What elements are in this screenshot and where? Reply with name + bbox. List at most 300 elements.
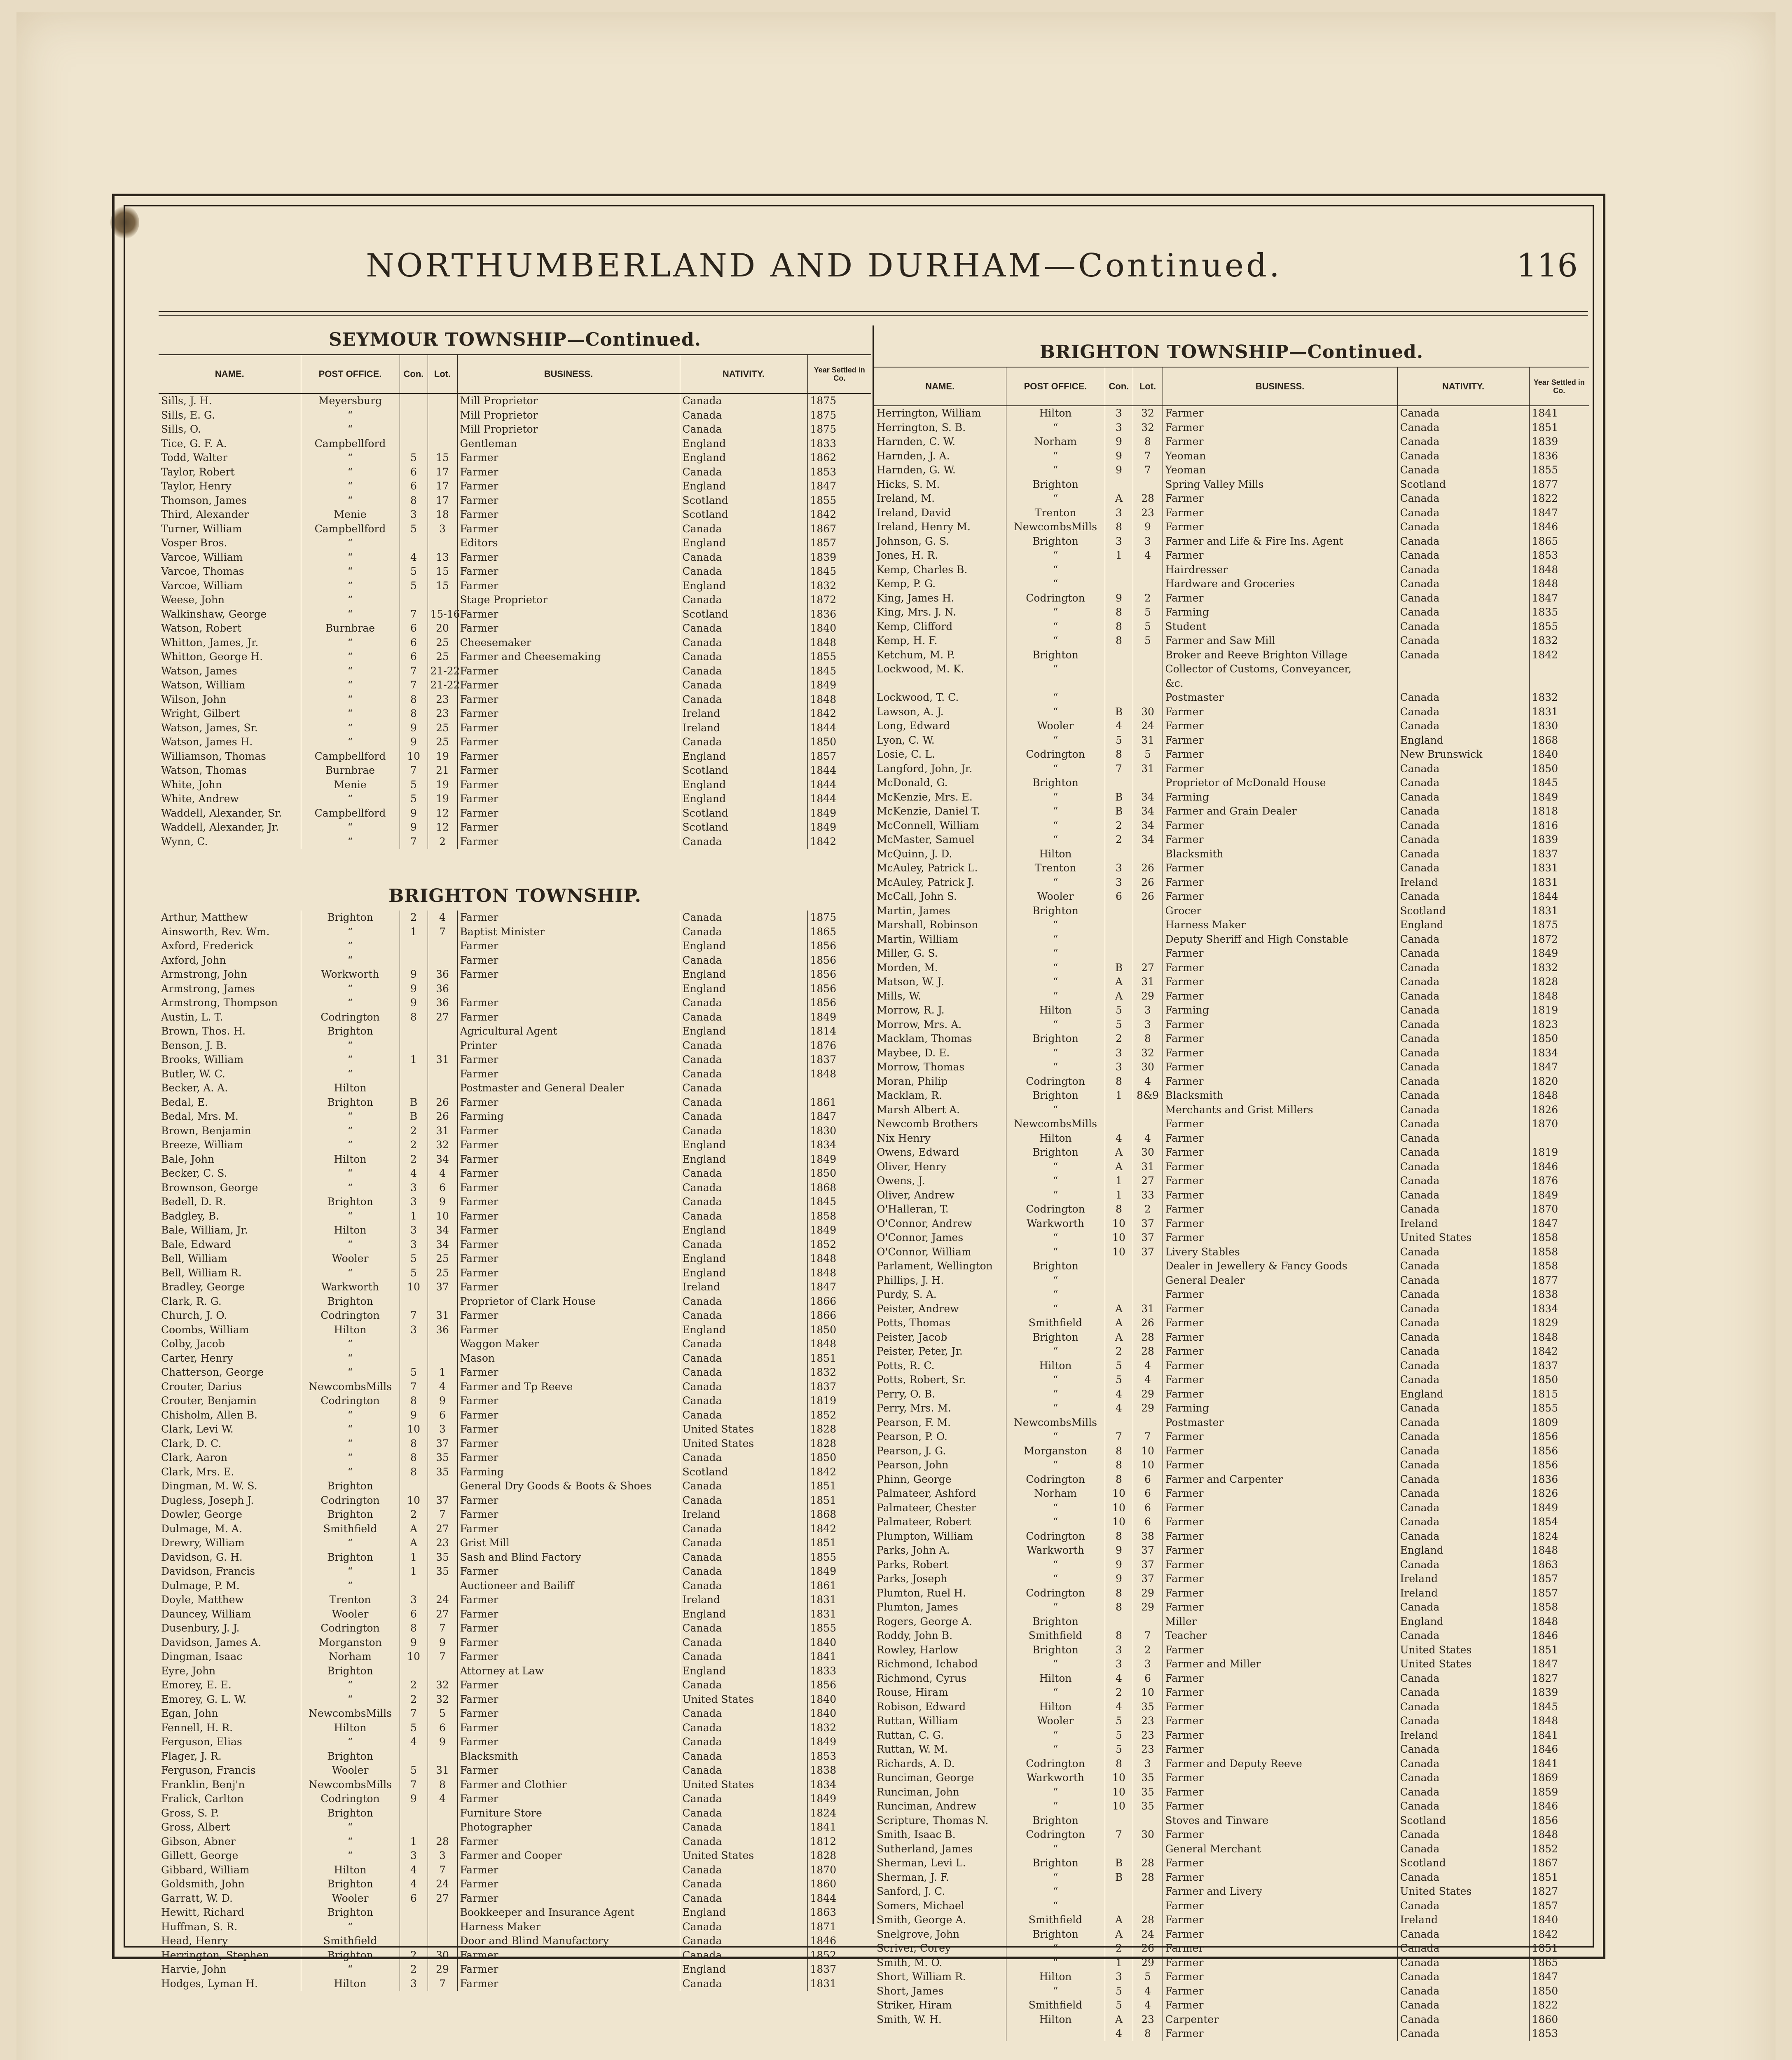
- cell-con: 9: [400, 721, 428, 735]
- cell-lot: 28: [1133, 1870, 1163, 1885]
- cell-lot: 19: [428, 749, 457, 764]
- cell-post-office: NewcombsMills: [1006, 1117, 1105, 1131]
- cell-nativity: Canada: [1397, 961, 1529, 975]
- cell-name: [874, 2027, 1006, 2041]
- cell-con: [1105, 1259, 1133, 1273]
- table-row: [159, 1380, 871, 1394]
- cell-lot: 29: [428, 1962, 457, 1977]
- cell-con: 6: [400, 1607, 428, 1622]
- cell-lot: 35: [1133, 1771, 1163, 1785]
- cell-post-office: “: [1006, 1600, 1105, 1615]
- col-name: NAME.: [874, 367, 1006, 406]
- cell-business: Farmer: [457, 996, 680, 1010]
- table-row: [159, 1934, 871, 1948]
- cell-con: 8: [1105, 1472, 1133, 1487]
- cell-post-office: Hilton: [1006, 847, 1105, 861]
- cell-business: Farmer: [1163, 492, 1397, 506]
- cell-name: Plumton, Ruel H.: [874, 1586, 1006, 1601]
- cell-lot: 3: [1133, 1657, 1163, 1671]
- cell-post-office: “: [1006, 1657, 1105, 1671]
- cell-lot: [1133, 563, 1163, 577]
- cell-lot: 33: [1133, 1188, 1163, 1203]
- table-row: [159, 1906, 871, 1920]
- cell-nativity: Canada: [1397, 1330, 1529, 1345]
- table-row: [159, 1209, 871, 1224]
- cell-business: Harness Maker: [457, 1920, 680, 1934]
- cell-nativity: Canada: [1397, 1032, 1529, 1046]
- cell-business: Farmer: [1163, 819, 1397, 833]
- cell-nativity: England: [680, 982, 807, 996]
- cell-nativity: Canada: [680, 1579, 807, 1593]
- cell-lot: 17: [428, 465, 457, 480]
- cell-con: 4: [1105, 2027, 1133, 2041]
- cell-name: Clark, D. C.: [159, 1437, 301, 1451]
- cell-lot: [1133, 847, 1163, 861]
- table-row: [159, 1081, 871, 1096]
- cell-year: 1837: [1532, 1359, 1558, 1372]
- cell-business: Farmer: [457, 1152, 680, 1167]
- table-row: [159, 925, 871, 939]
- cell-year: 1846: [1532, 1743, 1558, 1755]
- cell-nativity: Ireland: [680, 1280, 807, 1295]
- cell-nativity: Canada: [680, 1394, 807, 1408]
- cell-post-office: “: [301, 1678, 400, 1692]
- cell-lot: [428, 1351, 457, 1366]
- cell-year: 1846: [810, 1935, 837, 1947]
- cell-name: Fennell, H. R.: [159, 1721, 301, 1735]
- cell-business: Farmer: [457, 1422, 680, 1437]
- cell-lot: 26: [1133, 861, 1163, 876]
- cell-lot: 25: [428, 1252, 457, 1266]
- cell-name: McCall, John S.: [874, 890, 1006, 904]
- cell-nativity: Canada: [680, 693, 807, 707]
- table-row: [159, 465, 871, 480]
- cell-post-office: “: [1006, 449, 1105, 464]
- cell-name: Brooks, William: [159, 1053, 301, 1067]
- table-row: [159, 1792, 871, 1806]
- cell-business: Farmer: [457, 806, 680, 821]
- cell-business: Farmer: [1163, 1188, 1397, 1203]
- cell-nativity: Canada: [1397, 1842, 1529, 1856]
- cell-con: 4: [400, 550, 428, 565]
- cell-post-office: Smithfield: [1006, 1998, 1105, 2013]
- cell-nativity: Canada: [1397, 1046, 1529, 1060]
- cell-con: 1: [400, 925, 428, 939]
- cell-business: Farmer: [457, 1692, 680, 1707]
- cell-year: 1840: [810, 622, 837, 634]
- table-row: [874, 918, 1589, 932]
- cell-lot: 4: [428, 1380, 457, 1394]
- cell-business: Farmer: [457, 735, 680, 749]
- cell-name: Sanford, J. C.: [874, 1884, 1006, 1899]
- cell-con: 5: [400, 1721, 428, 1735]
- cell-business: Farmer and Tp Reeve: [457, 1380, 680, 1394]
- table-row: [874, 1444, 1589, 1458]
- cell-con: A: [1105, 1160, 1133, 1174]
- cell-name: Thomson, James: [159, 494, 301, 508]
- cell-con: 9: [400, 806, 428, 821]
- cell-post-office: “: [1006, 1785, 1105, 1800]
- cell-business: Farmer: [457, 1309, 680, 1323]
- cell-post-office: “: [301, 1564, 400, 1579]
- cell-business: Farmer: [457, 835, 680, 849]
- cell-name: King, Mrs. J. N.: [874, 605, 1006, 620]
- cell-con: [400, 1295, 428, 1309]
- cell-nativity: United States: [680, 1692, 807, 1707]
- cell-con: [1105, 691, 1133, 705]
- cell-post-office: “: [1006, 548, 1105, 563]
- cell-con: 8: [1105, 747, 1133, 762]
- cell-name: Becker, A. A.: [159, 1081, 301, 1096]
- table-row: [874, 1472, 1589, 1487]
- cell-post-office: Codrington: [301, 1621, 400, 1636]
- cell-name: Palmateer, Robert: [874, 1515, 1006, 1529]
- table-row: [159, 451, 871, 465]
- cell-year: 1857: [1532, 1573, 1558, 1585]
- cell-post-office: “: [301, 564, 400, 579]
- cell-post-office: Hilton: [301, 1081, 400, 1096]
- cell-year: 1856: [810, 982, 837, 995]
- cell-post-office: “: [1006, 1501, 1105, 1515]
- cell-post-office: “: [1006, 1245, 1105, 1259]
- cell-business: Farmer: [1163, 2027, 1397, 2041]
- cell-post-office: “: [301, 1351, 400, 1366]
- cell-post-office: Warkworth: [301, 1280, 400, 1295]
- cell-business: Farmer: [457, 1962, 680, 1977]
- table-row: [159, 1408, 871, 1423]
- table-row: [874, 876, 1589, 890]
- cell-year: 1875: [810, 409, 837, 421]
- cell-lot: 9: [428, 1735, 457, 1749]
- cell-post-office: “: [301, 607, 400, 622]
- cell-post-office: Codrington: [1006, 747, 1105, 762]
- cell-con: 9: [1105, 435, 1133, 449]
- cell-name: Rouse, Hiram: [874, 1685, 1006, 1700]
- cell-post-office: “: [1006, 1231, 1105, 1245]
- cell-post-office: Hilton: [1006, 1131, 1105, 1146]
- cell-year: 1827: [1532, 1672, 1558, 1684]
- cell-post-office: “: [1006, 563, 1105, 577]
- cell-year: 1851: [1532, 1643, 1558, 1656]
- table-row: [874, 406, 1589, 421]
- cell-con: 6: [400, 636, 428, 650]
- cell-nativity: Canada: [1397, 1003, 1529, 1018]
- cell-business: Farmer: [1163, 1018, 1397, 1032]
- table-row: [159, 953, 871, 968]
- cell-year: 1846: [1532, 1800, 1558, 1812]
- cell-name: Herrington, S. B.: [874, 421, 1006, 435]
- cell-nativity: England: [680, 1962, 807, 1977]
- table-row: [874, 1529, 1589, 1544]
- cell-post-office: Brighton: [301, 1096, 400, 1110]
- cell-business: Farmer: [457, 1792, 680, 1806]
- cell-name: Bedell, D. R.: [159, 1195, 301, 1209]
- cell-year: 1868: [1532, 734, 1558, 746]
- table-row: [159, 763, 871, 778]
- cell-business: Farmer: [457, 1621, 680, 1636]
- table-row: [874, 662, 1589, 677]
- table-row: [159, 1806, 871, 1821]
- cell-con: 4: [400, 1863, 428, 1877]
- cell-name: Brown, Thos. H.: [159, 1024, 301, 1039]
- cell-post-office: “: [1006, 577, 1105, 591]
- cell-nativity: Canada: [1397, 577, 1529, 591]
- cell-lot: 34: [1133, 804, 1163, 819]
- cell-post-office: Trenton: [301, 1593, 400, 1607]
- cell-year: 1839: [810, 551, 837, 563]
- cell-year: 1848: [810, 1252, 837, 1264]
- cell-name: Kemp, P. G.: [874, 577, 1006, 591]
- cell-business: Farmer: [457, 1593, 680, 1607]
- cell-post-office: Codrington: [301, 1309, 400, 1323]
- cell-post-office: Brighton: [1006, 478, 1105, 492]
- cell-lot: 3: [428, 1849, 457, 1863]
- table-row: [874, 1799, 1589, 1814]
- cell-lot: 6: [1133, 1501, 1163, 1515]
- cell-nativity: Canada: [1397, 463, 1529, 478]
- cell-con: 7: [400, 835, 428, 849]
- cell-name: Watson, James: [159, 664, 301, 679]
- col-post-office: POST OFFICE.: [1006, 367, 1105, 406]
- cell-post-office: “: [1006, 1842, 1105, 1856]
- cell-nativity: Canada: [1397, 1899, 1529, 1913]
- cell-post-office: “: [301, 1536, 400, 1550]
- cell-nativity: Canada: [680, 1209, 807, 1224]
- cell-name: Brown, Benjamin: [159, 1124, 301, 1138]
- cell-year: 1847: [1532, 1658, 1558, 1670]
- cell-business: Farmer: [457, 1365, 680, 1380]
- cell-lot: 34: [428, 1223, 457, 1238]
- cell-name: Snelgrove, John: [874, 1927, 1006, 1942]
- cell-post-office: “: [1006, 1373, 1105, 1387]
- cell-lot: 23: [428, 707, 457, 721]
- cell-nativity: England: [680, 1906, 807, 1920]
- cell-name: Perry, Mrs. M.: [874, 1401, 1006, 1416]
- cell-con: [1105, 1814, 1133, 1828]
- col-nativity: NATIVITY.: [680, 355, 807, 393]
- cell-name: Langford, John, Jr.: [874, 762, 1006, 776]
- cell-con: 4: [1105, 1671, 1133, 1686]
- cell-nativity: Canada: [1397, 932, 1529, 947]
- table-row: [874, 506, 1589, 520]
- cell-con: A: [1105, 1927, 1133, 1942]
- table-row: [874, 605, 1589, 620]
- cell-lot: 7: [1133, 463, 1163, 478]
- cell-post-office: “: [1006, 819, 1105, 833]
- cell-post-office: Brighton: [301, 1195, 400, 1209]
- cell-name: Matson, W. J.: [874, 975, 1006, 989]
- cell-year: 1840: [810, 1707, 837, 1719]
- cell-con: 9: [400, 996, 428, 1010]
- table-row: [874, 1330, 1589, 1345]
- cell-lot: 5: [1133, 620, 1163, 634]
- cell-business: Livery Stables: [1163, 1245, 1397, 1259]
- cell-business: Stoves and Tinware: [1163, 1814, 1397, 1828]
- cell-name: Martin, William: [874, 932, 1006, 947]
- cell-nativity: Canada: [680, 1351, 807, 1366]
- cell-con: [1105, 478, 1133, 492]
- cell-year: 1850: [1532, 762, 1558, 775]
- cell-year: 1877: [1532, 478, 1558, 490]
- cell-year: 1840: [810, 1636, 837, 1648]
- cell-nativity: Canada: [1397, 1515, 1529, 1529]
- cell-post-office: Brighton: [1006, 1643, 1105, 1657]
- table-row: [874, 1344, 1589, 1359]
- cell-lot: 23: [428, 693, 457, 707]
- cell-con: [400, 536, 428, 550]
- cell-post-office: “: [1006, 605, 1105, 620]
- cell-con: 5: [1105, 1714, 1133, 1728]
- cell-lot: [428, 393, 457, 408]
- cell-name: Watson, Robert: [159, 621, 301, 636]
- cell-year: 1827: [1532, 1885, 1558, 1897]
- cell-nativity: Canada: [680, 1934, 807, 1948]
- cell-nativity: Canada: [1397, 534, 1529, 549]
- cell-nativity: Canada: [680, 835, 807, 849]
- cell-name: Morrow, Thomas: [874, 1060, 1006, 1074]
- cell-lot: 5: [1133, 605, 1163, 620]
- cell-con: 2: [1105, 1032, 1133, 1046]
- cell-con: 8: [1105, 620, 1133, 634]
- cell-lot: [1133, 1103, 1163, 1117]
- cell-lot: 37: [1133, 1217, 1163, 1231]
- cell-nativity: Canada: [1397, 1416, 1529, 1430]
- cell-con: [400, 1934, 428, 1948]
- cell-lot: 8: [1133, 1032, 1163, 1046]
- cell-lot: [1133, 1899, 1163, 1913]
- cell-business: Yeoman: [1163, 449, 1397, 464]
- cell-con: 5: [1105, 1373, 1133, 1387]
- table-row: [159, 1010, 871, 1025]
- cell-business: Farmer: [457, 1010, 680, 1025]
- table-row: [874, 1728, 1589, 1743]
- table-row: [874, 1202, 1589, 1217]
- cell-post-office: Brighton: [301, 1948, 400, 1963]
- table-row: [874, 1543, 1589, 1558]
- cell-con: [1105, 946, 1133, 961]
- cell-post-office: “: [301, 1422, 400, 1437]
- table-row: [874, 1288, 1589, 1302]
- cell-nativity: [1397, 677, 1529, 691]
- cell-year: 1851: [810, 1480, 837, 1492]
- cell-year: 1837: [810, 1380, 837, 1393]
- cell-name: Ireland, David: [874, 506, 1006, 520]
- cell-year: 1831: [1532, 904, 1558, 917]
- cell-business: Farmer: [1163, 1430, 1397, 1444]
- cell-business: Farmer: [457, 1891, 680, 1906]
- cell-nativity: United States: [680, 1778, 807, 1792]
- cell-con: 5: [1105, 1984, 1133, 1999]
- cell-post-office: Warkworth: [1006, 1217, 1105, 1231]
- table-row: [874, 861, 1589, 876]
- cell-year: 1860: [1532, 2013, 1558, 2025]
- cell-lot: 9: [428, 1636, 457, 1650]
- cell-business: &c.: [1163, 677, 1397, 691]
- cell-year: 1849: [810, 1224, 837, 1236]
- cell-business: Farmer: [457, 1678, 680, 1692]
- table-row: [874, 1245, 1589, 1259]
- table-row: [874, 1174, 1589, 1188]
- cell-lot: 34: [1133, 819, 1163, 833]
- cell-post-office: Brighton: [301, 1877, 400, 1891]
- cell-nativity: Canada: [1397, 861, 1529, 876]
- cell-lot: 21: [428, 763, 457, 778]
- table-row: [159, 1607, 871, 1622]
- cell-name: Smith, Isaac B.: [874, 1828, 1006, 1842]
- cell-con: [1105, 1288, 1133, 1302]
- cell-lot: [1133, 904, 1163, 918]
- cell-year: 1841: [1532, 1757, 1558, 1770]
- table-row: [159, 749, 871, 764]
- table-row: [874, 1273, 1589, 1288]
- cell-nativity: Canada: [680, 1337, 807, 1351]
- cell-year: 1866: [810, 1309, 837, 1321]
- cell-year: 1822: [1532, 1999, 1558, 2011]
- cell-post-office: “: [301, 408, 400, 423]
- cell-business: Farmer: [1163, 1586, 1397, 1601]
- cell-year: 1824: [810, 1807, 837, 1819]
- cell-lot: 27: [428, 1010, 457, 1025]
- table-row: [159, 479, 871, 494]
- table-row: [159, 1351, 871, 1366]
- cell-con: B: [1105, 1870, 1133, 1885]
- cell-year: 1860: [810, 1878, 837, 1890]
- cell-post-office: Campbellford: [301, 749, 400, 764]
- cell-lot: 31: [1133, 762, 1163, 776]
- cell-nativity: Scotland: [680, 1465, 807, 1479]
- cell-lot: 25: [428, 721, 457, 735]
- cell-post-office: Smithfield: [301, 1522, 400, 1536]
- cell-business: Farmer: [1163, 1600, 1397, 1615]
- table-row: [874, 1074, 1589, 1089]
- table-row: [874, 1572, 1589, 1586]
- cell-con: [400, 1749, 428, 1764]
- cell-con: 10: [1105, 1515, 1133, 1529]
- cell-con: 7: [400, 1380, 428, 1394]
- cell-con: [400, 437, 428, 451]
- cell-nativity: Ireland: [1397, 1586, 1529, 1601]
- cell-year: 1830: [1532, 720, 1558, 732]
- cell-name: Mills, W.: [874, 989, 1006, 1004]
- cell-con: 9: [400, 820, 428, 835]
- cell-name: Weese, John: [159, 593, 301, 607]
- cell-business: Blacksmith: [457, 1749, 680, 1764]
- cell-name: Lockwood, T. C.: [874, 691, 1006, 705]
- table-row: [874, 733, 1589, 748]
- cell-name: Doyle, Matthew: [159, 1593, 301, 1607]
- cell-name: Plumpton, William: [874, 1529, 1006, 1544]
- cell-year: 1851: [810, 1537, 837, 1549]
- cell-business: Farmer: [1163, 1074, 1397, 1089]
- table-row: [874, 1387, 1589, 1402]
- cell-year: 1848: [1532, 1331, 1558, 1343]
- cell-year: 1837: [1532, 847, 1558, 860]
- table-row: [874, 790, 1589, 805]
- table-row: [874, 1643, 1589, 1657]
- cell-post-office: “: [301, 593, 400, 607]
- cell-lot: 23: [428, 1536, 457, 1550]
- cell-year: 1850: [1532, 1032, 1558, 1044]
- cell-nativity: Canada: [1397, 1685, 1529, 1700]
- cell-post-office: “: [301, 1039, 400, 1053]
- table-row: [874, 1316, 1589, 1330]
- cell-nativity: England: [1397, 1387, 1529, 1402]
- cell-nativity: Canada: [680, 925, 807, 939]
- cell-lot: 34: [1133, 790, 1163, 805]
- cell-con: [1105, 1899, 1133, 1913]
- cell-lot: 4: [428, 1792, 457, 1806]
- cell-year: 1848: [1532, 1615, 1558, 1627]
